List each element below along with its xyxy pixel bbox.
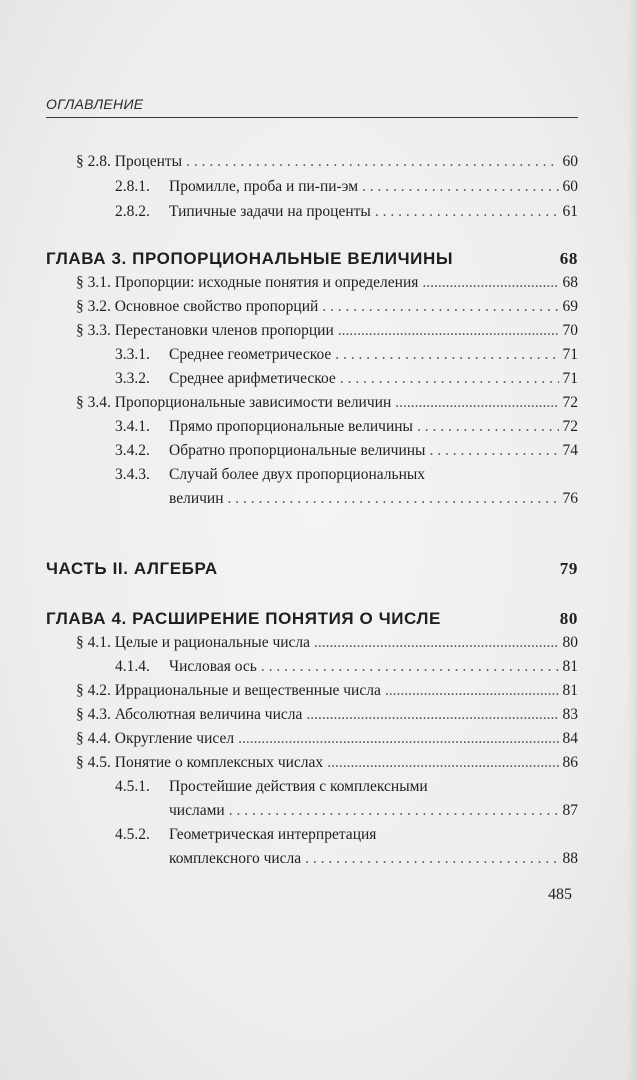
toc-entry-number: 3.3.2. [115, 370, 150, 387]
toc-entry-number: 4.1.4. [115, 658, 150, 675]
dot-leader [238, 727, 558, 751]
dot-leader [228, 487, 559, 511]
dot-leader [229, 799, 559, 823]
toc-entry [76, 727, 578, 751]
toc-entry [76, 271, 578, 295]
toc-entry [115, 415, 578, 439]
toc-entry-title: Понятие о комплексных числах [114, 754, 324, 771]
toc-entry-title: Пропорции: исходные понятия и определения [114, 274, 419, 291]
dot-leader [395, 391, 558, 415]
toc-entry-number: 4.5.1. [115, 778, 150, 795]
toc-entry-title: Промилле, проба и пи-пи-эм [169, 178, 359, 195]
toc-entry-title: Целые и рациональные числа [114, 634, 311, 651]
toc-entry-number: 2.8.1. [115, 178, 150, 195]
toc-entry-title-continued: комплексного числа [169, 850, 302, 867]
toc-entry-title: Округление чисел [114, 730, 235, 747]
toc-entry-page: 61 [562, 203, 578, 220]
dot-leader [340, 367, 559, 391]
toc-entry-title: Типичные задачи на проценты [169, 203, 371, 220]
toc-entry [76, 631, 578, 655]
part-title: ЧАСТЬ II. АЛГЕБРА [46, 559, 218, 578]
page-edge-shadow [627, 0, 637, 1080]
chapter-page: 80 [559, 609, 578, 628]
toc-entry-page: 72 [562, 394, 578, 411]
toc-entry-page: 68 [562, 274, 578, 291]
chapter-page: 68 [559, 249, 578, 268]
dot-leader [186, 150, 558, 174]
toc-entry [76, 679, 578, 703]
toc-entry-title: Иррациональные и вещественные числа [114, 682, 381, 699]
chapter-title: ГЛАВА 3. ПРОПОРЦИОНАЛЬНЫЕ ВЕЛИЧИНЫ [46, 249, 454, 268]
toc-entry-page: 60 [562, 178, 578, 195]
toc-entry [76, 295, 578, 319]
toc-entry-title: Абсолютная величина числа [114, 706, 303, 723]
toc-entry-continuation [169, 847, 578, 871]
dot-leader [306, 703, 558, 727]
toc-entry [76, 391, 578, 415]
toc-entry-title: Числовая ось [169, 658, 257, 675]
dot-leader [362, 175, 558, 199]
chapter-title: ГЛАВА 4. РАСШИРЕНИЕ ПОНЯТИЯ О ЧИСЛЕ [46, 609, 441, 628]
toc-entry [115, 200, 578, 224]
toc-entry [115, 175, 578, 199]
toc-entry-title: Основное свойство пропорций [114, 298, 319, 315]
toc-entry-page: 76 [562, 490, 578, 507]
toc-entry-page: 86 [562, 754, 578, 771]
toc-entry-number: 3.3.1. [115, 346, 150, 363]
toc-entry-number: § 4.4. [76, 730, 111, 747]
toc-entry-page: 71 [562, 346, 578, 363]
toc-entry [115, 823, 578, 847]
toc-entry-page: 74 [562, 442, 578, 459]
toc-entry-title: Пропорциональные зависимости величин [114, 394, 392, 411]
toc-entry-page: 83 [562, 706, 578, 723]
toc-entry-title-continued: числами [169, 802, 225, 819]
part-page: 79 [559, 559, 578, 578]
toc-entry-title: Случай более двух пропорциональных [169, 466, 426, 483]
running-header: ОГЛАВЛЕНИЕ [46, 96, 144, 112]
toc-entry-title: Среднее арифметическое [169, 370, 336, 387]
toc-entry-title: Простейшие действия с комплексными [169, 778, 428, 795]
toc-entry-page: 88 [562, 850, 578, 867]
toc-entry-number: § 2.8. [76, 153, 111, 170]
toc-entry-continuation [169, 799, 578, 823]
chapter-heading [46, 247, 578, 271]
toc-entry-page: 71 [562, 370, 578, 387]
toc-entry [76, 150, 578, 174]
toc-entry-title: Обратно пропорциональные величины [169, 442, 426, 459]
toc-entry-title: Геометрическая интерпретация [169, 826, 377, 843]
toc-entry-number: § 3.3. [76, 322, 111, 339]
chapter-heading [46, 607, 578, 631]
dot-leader [422, 271, 558, 295]
dot-leader [327, 751, 558, 775]
toc-entry-page: 60 [562, 153, 578, 170]
toc-entry-page: 70 [562, 322, 578, 339]
toc-entry-title: Перестановки членов пропорции [114, 322, 334, 339]
toc-entry-title: Среднее геометрическое [169, 346, 332, 363]
toc-entry-number: 3.4.2. [115, 442, 150, 459]
toc-entry [115, 655, 578, 679]
dot-leader [375, 200, 559, 224]
toc-entry-title-continued: величин [169, 490, 224, 507]
dot-leader [335, 343, 558, 367]
toc-entry [115, 343, 578, 367]
toc-entry-page: 84 [562, 730, 578, 747]
toc-entry-page: 81 [562, 682, 578, 699]
toc-entry [115, 463, 578, 487]
dot-leader [385, 679, 559, 703]
toc-entry [76, 703, 578, 727]
toc-entry-number: § 4.5. [76, 754, 111, 771]
dot-leader [305, 847, 558, 871]
toc-entry [76, 751, 578, 775]
toc-entry-page: 72 [562, 418, 578, 435]
toc-entry-number: § 3.1. [76, 274, 111, 291]
toc-entry-title: Прямо пропорциональные величины [169, 418, 413, 435]
toc-entry-page: 80 [562, 634, 578, 651]
toc-entry-page: 81 [562, 658, 578, 675]
toc-entry-page: 87 [562, 802, 578, 819]
page-number: 485 [548, 886, 572, 903]
toc-entry-number: § 4.2. [76, 682, 111, 699]
toc-entry [76, 319, 578, 343]
toc-entry-number: § 3.4. [76, 394, 111, 411]
dot-leader [322, 295, 558, 319]
dot-leader [261, 655, 559, 679]
toc-entry-number: § 3.2. [76, 298, 111, 315]
toc-entry-continuation [169, 487, 578, 511]
dot-leader [338, 319, 559, 343]
part-heading [46, 557, 578, 581]
toc-entry-number: 4.5.2. [115, 826, 150, 843]
toc-entry-page: 69 [562, 298, 578, 315]
toc-entry [115, 367, 578, 391]
header-rule [46, 117, 578, 118]
toc-entry [115, 775, 578, 799]
dot-leader [429, 439, 558, 463]
toc-entry-title: Проценты [114, 153, 183, 170]
toc-entry-number: 3.4.3. [115, 466, 150, 483]
dot-leader [417, 415, 559, 439]
toc-entry [115, 439, 578, 463]
toc-entry-number: 3.4.1. [115, 418, 150, 435]
dot-leader [314, 631, 558, 655]
toc-entry-number: 2.8.2. [115, 203, 150, 220]
toc-entry-number: § 4.3. [76, 706, 111, 723]
toc-entry-number: § 4.1. [76, 634, 111, 651]
